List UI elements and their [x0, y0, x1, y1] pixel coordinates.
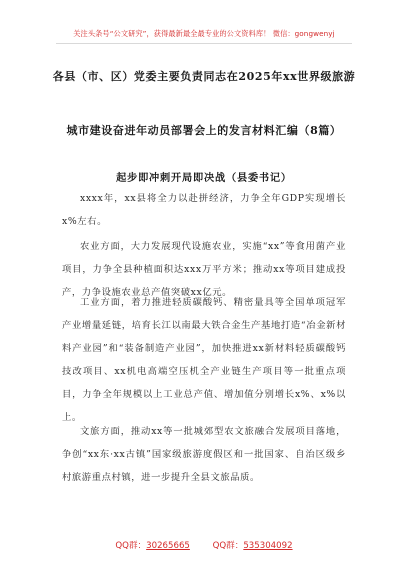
paragraph-gdp-goal: xxxx年，xx县将全力以赴拼经济，力争全年GDP实现增长x%左右。: [62, 193, 346, 227]
footer-qq-number-1[interactable]: 30265665: [146, 541, 190, 551]
footer-qq-label-1: QQ群：: [115, 541, 147, 551]
header-divider: [56, 43, 352, 44]
paragraph-agriculture: 农业方面，大力发展现代设施农业，实施“xx”等食用菌产业项目，力争全县种植面积达xxx万平方米；推动xx等项目建成投产，力争设施农业总产值突破xx亿元。: [62, 241, 346, 298]
footer-contact: [0, 539, 408, 551]
document-title-line-1: 各县（市、区）党委主要负责同志在2025年xx世界级旅游: [52, 70, 356, 83]
promo-banner[interactable]: 关注头条号“公文研究”，获得最新最全最专业的公文资料库！ 微信：gongwenyj: [73, 29, 335, 38]
footer-qq-number-2[interactable]: 535304092: [243, 541, 293, 551]
section-title: 起步即冲刺开局即决战（县委书记）: [116, 172, 292, 184]
footer-qq-group-2[interactable]: [213, 539, 293, 551]
document-title-line-2: 城市建设奋进年动员部署会上的发言材料汇编（8篇）: [66, 124, 342, 137]
paragraph-industry: 工业方面，着力推进轻质碳酸钙、精密量具等全国单项冠军产业增量延链，培育长江以南最大铁合金生产基地打造“冶金新材料产业园”和“装备制造产业园”，加快推进xx新材料轻质碳酸钙技改项目、xx机电高端空压机全产业链生产项目等一批重点项目，力争全年规模以上工业总产值、增加值分别增长x%、x%以上。: [62, 297, 346, 423]
footer-qq-label-2: QQ群：: [212, 541, 244, 551]
paragraph-culture-tourism: 文旅方面，推动xx等一批城郊型农文旅融合发展项目落地，争创“xx东·xx古镇”国家级旅游度假区和一批国家、自治区级乡村旅游重点村镇，进一步提升全县文旅品质。: [62, 426, 346, 483]
footer-qq-group-1[interactable]: [115, 539, 189, 551]
